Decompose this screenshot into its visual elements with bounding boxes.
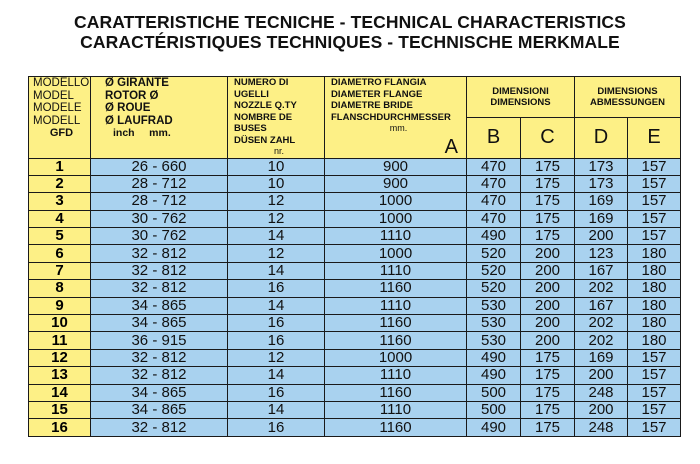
dim-c-cell: 175 — [521, 419, 575, 436]
dim-e-cell: 180 — [628, 315, 681, 332]
header-model-it: MODELLO — [33, 77, 90, 89]
dim-b-cell: 520 — [467, 262, 521, 279]
table-row — [29, 228, 681, 245]
technical-characteristics-table — [28, 76, 681, 437]
header-dim1-en: DIMENSIONS — [490, 97, 551, 109]
rotor-cell: 32 - 812 — [91, 245, 228, 262]
header-flange-de: FLANSCHDURCHMESSER — [331, 111, 451, 123]
dim-d-cell: 167 — [575, 262, 628, 279]
dim-e-cell: 157 — [628, 367, 681, 384]
dim-c-cell: 175 — [521, 193, 575, 210]
header-rotor-units: inch mm. — [113, 127, 171, 139]
nozzles-cell: 16 — [228, 332, 325, 349]
flange-cell: 900 — [325, 158, 467, 175]
header-dim2-fr: DIMENSIONS — [597, 85, 658, 97]
rotor-cell: 28 - 712 — [91, 175, 228, 192]
dim-b-cell: 520 — [467, 280, 521, 297]
table-row — [29, 384, 681, 401]
header-model-code: GFD — [49, 127, 74, 139]
dim-d-cell: 248 — [575, 384, 628, 401]
flange-cell: 1000 — [325, 210, 467, 227]
dim-d-cell: 169 — [575, 349, 628, 366]
flange-cell: 1110 — [325, 297, 467, 314]
title-line-2: CARACTÉRISTIQUES TECHNIQUES - TECHNISCHE MERKMALE — [80, 32, 620, 52]
rotor-cell: 32 - 812 — [91, 367, 228, 384]
header-letter-e: E — [628, 118, 681, 158]
rotor-cell: 36 - 915 — [91, 332, 228, 349]
nozzles-cell: 12 — [228, 210, 325, 227]
table-row — [29, 175, 681, 192]
dim-d-cell: 202 — [575, 315, 628, 332]
dim-c-cell: 175 — [521, 175, 575, 192]
dim-d-cell: 169 — [575, 193, 628, 210]
header-nozzles — [228, 77, 325, 159]
model-cell: 5 — [29, 228, 91, 245]
header-model-en: MODEL — [33, 89, 74, 102]
dim-b-cell: 490 — [467, 228, 521, 245]
dim-e-cell: 157 — [628, 210, 681, 227]
dim-d-cell: 173 — [575, 175, 628, 192]
dim-e-cell: 157 — [628, 419, 681, 436]
dim-e-cell: 180 — [628, 262, 681, 279]
header-rotor-de: Ø LAUFRAD — [105, 114, 173, 127]
dim-c-cell: 175 — [521, 228, 575, 245]
header-model — [29, 77, 91, 159]
nozzles-cell: 10 — [228, 158, 325, 175]
dim-c-cell: 200 — [521, 245, 575, 262]
dim-b-cell: 500 — [467, 401, 521, 418]
header-nozzles-it: NUMERO DI UGELLI — [234, 77, 289, 100]
header-letter-c: C — [521, 118, 575, 158]
dim-d-cell: 248 — [575, 419, 628, 436]
header-nozzles-de: DÜSEN ZAHL — [234, 134, 296, 146]
nozzles-cell: 14 — [228, 367, 325, 384]
header-rotor-it: Ø GIRANTE — [105, 77, 169, 89]
rotor-cell: 34 - 865 — [91, 315, 228, 332]
dim-c-cell: 200 — [521, 262, 575, 279]
table-row — [29, 193, 681, 210]
table-body — [29, 158, 681, 436]
model-cell: 16 — [29, 419, 91, 436]
nozzles-cell: 16 — [228, 384, 325, 401]
flange-cell: 1160 — [325, 332, 467, 349]
dim-b-cell: 530 — [467, 332, 521, 349]
model-cell: 8 — [29, 280, 91, 297]
dim-e-cell: 180 — [628, 245, 681, 262]
model-cell: 3 — [29, 193, 91, 210]
header-dim1-it: DIMENSIONI — [492, 85, 549, 97]
nozzles-cell: 10 — [228, 175, 325, 192]
header-nozzles-en: NOZZLE Q.TY — [234, 100, 297, 111]
table-row — [29, 245, 681, 262]
nozzles-cell: 16 — [228, 280, 325, 297]
dim-b-cell: 470 — [467, 193, 521, 210]
dim-c-cell: 200 — [521, 297, 575, 314]
rotor-cell: 32 - 812 — [91, 419, 228, 436]
header-rotor — [91, 77, 228, 159]
model-cell: 15 — [29, 401, 91, 418]
nozzles-cell: 14 — [228, 297, 325, 314]
dim-b-cell: 490 — [467, 349, 521, 366]
dim-e-cell: 157 — [628, 384, 681, 401]
flange-cell: 1160 — [325, 315, 467, 332]
dim-e-cell: 157 — [628, 349, 681, 366]
rotor-cell: 28 - 712 — [91, 193, 228, 210]
table-row — [29, 367, 681, 384]
rotor-cell: 34 - 865 — [91, 297, 228, 314]
dim-d-cell: 202 — [575, 280, 628, 297]
header-dim2-de: ABMESSUNGEN — [590, 97, 665, 109]
dim-c-cell: 200 — [521, 315, 575, 332]
rotor-cell: 34 - 865 — [91, 401, 228, 418]
dim-b-cell: 490 — [467, 367, 521, 384]
table-row — [29, 419, 681, 436]
header-flange-unit: mm. — [389, 123, 408, 133]
dim-e-cell: 157 — [628, 175, 681, 192]
header-flange-letter: A — [444, 136, 458, 158]
header-dimensions-1 — [467, 77, 575, 118]
table-row — [29, 349, 681, 366]
flange-cell: 1110 — [325, 262, 467, 279]
flange-cell: 1110 — [325, 228, 467, 245]
dim-c-cell: 175 — [521, 349, 575, 366]
model-cell: 6 — [29, 245, 91, 262]
table-row — [29, 280, 681, 297]
nozzles-cell: 12 — [228, 193, 325, 210]
flange-cell: 1110 — [325, 401, 467, 418]
dim-d-cell: 169 — [575, 210, 628, 227]
header-model-de: MODELL — [33, 114, 81, 127]
table-row — [29, 332, 681, 349]
dim-b-cell: 520 — [467, 245, 521, 262]
header-flange-en: DIAMETER FLANGE — [331, 88, 423, 100]
rotor-cell: 30 - 762 — [91, 228, 228, 245]
model-cell: 11 — [29, 332, 91, 349]
dim-e-cell: 180 — [628, 332, 681, 349]
nozzles-cell: 14 — [228, 228, 325, 245]
header-rotor-en: ROTOR Ø — [105, 89, 159, 102]
dim-c-cell: 175 — [521, 210, 575, 227]
table-row — [29, 158, 681, 175]
title-line-1: CARATTERISTICHE TECNICHE - TECHNICAL CHARACTERISTICS — [74, 12, 626, 32]
nozzles-cell: 12 — [228, 349, 325, 366]
table-row — [29, 315, 681, 332]
rotor-cell: 32 - 812 — [91, 280, 228, 297]
dim-e-cell: 157 — [628, 158, 681, 175]
dim-d-cell: 200 — [575, 228, 628, 245]
dim-e-cell: 157 — [628, 193, 681, 210]
flange-cell: 1110 — [325, 367, 467, 384]
dim-d-cell: 167 — [575, 297, 628, 314]
model-cell: 2 — [29, 175, 91, 192]
dim-c-cell: 175 — [521, 401, 575, 418]
rotor-cell: 26 - 660 — [91, 158, 228, 175]
dim-d-cell: 123 — [575, 245, 628, 262]
flange-cell: 1000 — [325, 245, 467, 262]
dim-c-cell: 175 — [521, 367, 575, 384]
dim-c-cell: 200 — [521, 332, 575, 349]
header-model-fr: MODELE — [33, 102, 82, 114]
header-dimensions-2 — [575, 77, 681, 118]
dim-d-cell: 202 — [575, 332, 628, 349]
table-row — [29, 210, 681, 227]
dim-b-cell: 490 — [467, 419, 521, 436]
dim-b-cell: 470 — [467, 158, 521, 175]
dim-d-cell: 200 — [575, 367, 628, 384]
flange-cell: 1160 — [325, 419, 467, 436]
dim-e-cell: 157 — [628, 228, 681, 245]
dim-e-cell: 180 — [628, 297, 681, 314]
dim-d-cell: 173 — [575, 158, 628, 175]
dim-b-cell: 530 — [467, 315, 521, 332]
dim-c-cell: 175 — [521, 384, 575, 401]
header-nozzles-fr: NOMBRE DE BUSES — [234, 111, 293, 134]
header-rotor-fr: Ø ROUE — [105, 102, 151, 114]
nozzles-cell: 14 — [228, 401, 325, 418]
nozzles-cell: 16 — [228, 315, 325, 332]
dim-c-cell: 200 — [521, 280, 575, 297]
nozzles-cell: 12 — [228, 245, 325, 262]
flange-cell: 1000 — [325, 193, 467, 210]
dim-d-cell: 200 — [575, 401, 628, 418]
table-row — [29, 297, 681, 314]
model-cell: 14 — [29, 384, 91, 401]
flange-cell: 1000 — [325, 349, 467, 366]
model-cell: 1 — [29, 158, 91, 175]
flange-cell: 1160 — [325, 384, 467, 401]
header-flange-fr: DIAMETRE BRIDE — [331, 100, 413, 111]
model-cell: 7 — [29, 262, 91, 279]
document-title — [0, 12, 700, 52]
model-cell: 9 — [29, 297, 91, 314]
rotor-cell: 32 - 812 — [91, 349, 228, 366]
header-nozzles-unit: nr. — [273, 146, 284, 156]
table-row — [29, 401, 681, 418]
header-letter-b: B — [467, 118, 521, 158]
rotor-cell: 34 - 865 — [91, 384, 228, 401]
model-cell: 10 — [29, 315, 91, 332]
header-flange — [325, 77, 467, 159]
model-cell: 12 — [29, 349, 91, 366]
dim-e-cell: 180 — [628, 280, 681, 297]
flange-cell: 1160 — [325, 280, 467, 297]
dim-b-cell: 500 — [467, 384, 521, 401]
nozzles-cell: 14 — [228, 262, 325, 279]
dim-b-cell: 530 — [467, 297, 521, 314]
flange-cell: 900 — [325, 175, 467, 192]
model-cell: 4 — [29, 210, 91, 227]
dim-c-cell: 175 — [521, 158, 575, 175]
nozzles-cell: 16 — [228, 419, 325, 436]
rotor-cell: 32 - 812 — [91, 262, 228, 279]
dim-b-cell: 470 — [467, 175, 521, 192]
header-flange-it: DIAMETRO FLANGIA — [331, 77, 427, 88]
dim-e-cell: 157 — [628, 401, 681, 418]
header-letter-d: D — [575, 118, 628, 158]
model-cell: 13 — [29, 367, 91, 384]
rotor-cell: 30 - 762 — [91, 210, 228, 227]
dim-b-cell: 470 — [467, 210, 521, 227]
table-row — [29, 262, 681, 279]
